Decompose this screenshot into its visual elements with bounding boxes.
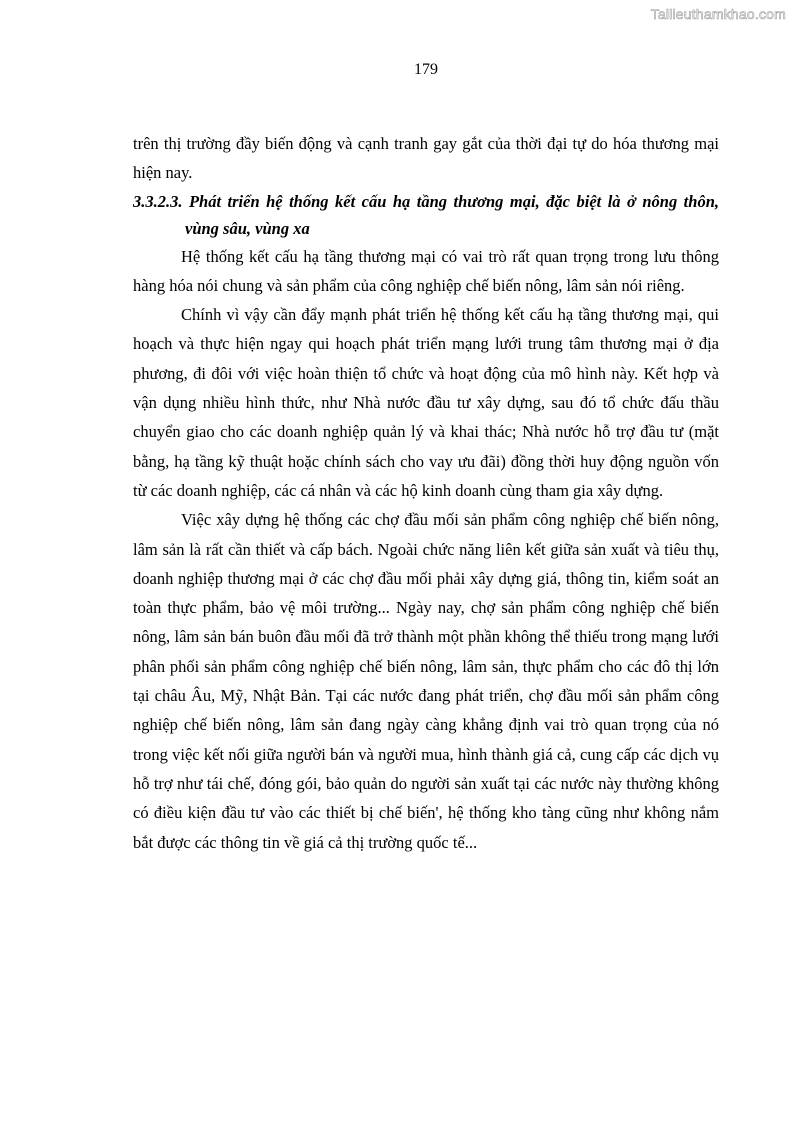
watermark: Tailieuthamkhao.com xyxy=(650,6,786,22)
paragraph: Hệ thống kết cấu hạ tầng thương mại có vai trò rất quan trọng trong lưu thông hàng hóa nói chung và sản phẩm của công nghiệp chế biến nông, lâm sản nói riêng. xyxy=(133,246,719,295)
document-body xyxy=(133,129,719,857)
page-number: 179 xyxy=(414,61,438,78)
paragraph-continuation: trên thị trường đầy biến động và cạnh tranh gay gắt của thời đại tự do hóa thương mại hiện nay. xyxy=(133,134,719,183)
section-heading: 3.3.2.3. Phát triển hệ thống kết cấu hạ tầng thương mại, đặc biệt là ở nông thôn, vùng sâu, vùng xa xyxy=(133,191,719,238)
paragraph: Việc xây dựng hệ thống các chợ đầu mối sản phẩm công nghiệp chế biến nông, lâm sản là rất cần thiết và cấp bách. Ngoài chức năng liên kết giữa sản xuất và tiêu thụ, doanh nghiệp thương mại ở các chợ đầu mối phải xây dựng giá, thông tin, kiểm soát an toàn thực phẩm, bảo vệ môi trường... Ngày nay, chợ sản phẩm công nghiệp chế biến nông, lâm sản bán buôn đầu mối đã trở thành một phần không thể thiếu trong mạng lưới phân phối sản phẩm công nghiệp chế biến nông, lâm sản, thực phẩm cho các đô thị lớn tại châu Âu, Mỹ, Nhật Bản. Tại các nước đang phát triển, chợ đầu mối sản phẩm công nghiệp chế biến nông, lâm sản đang ngày càng khẳng định vai trò quan trọng của nó trong việc kết nối giữa người bán và người mua, hình thành giá cả, cung cấp các dịch vụ hỗ trợ như tái chế, đóng gói, bảo quản do người sản xuất tại các nước này thường không có điều kiện đầu tư vào các thiết bị chế biến', hệ thống kho tàng cũng như không nắm bắt được các thông tin về giá cả thị trường quốc tế... xyxy=(133,510,719,852)
paragraph: Chính vì vậy cần đẩy mạnh phát triển hệ thống kết cấu hạ tầng thương mại, qui hoạch và thực hiện ngay qui hoạch phát triển mạng lưới trung tâm thương mại ở địa phương, đi đôi với việc hoàn thiện tổ chức và hoạt động của mô hình này. Kết hợp và vận dụng nhiều hình thức, như Nhà nước đầu tư xây dựng, sau đó tổ chức đấu thầu chuyển giao cho các doanh nghiệp quản lý và khai thác; Nhà nước hỗ trợ đầu tư (mặt bằng, hạ tầng kỹ thuật hoặc chính sách cho vay ưu đãi) đồng thời huy động nguồn vốn từ các doanh nghiệp, các cá nhân và các hộ kinh doanh cùng tham gia xây dựng. xyxy=(133,305,719,500)
